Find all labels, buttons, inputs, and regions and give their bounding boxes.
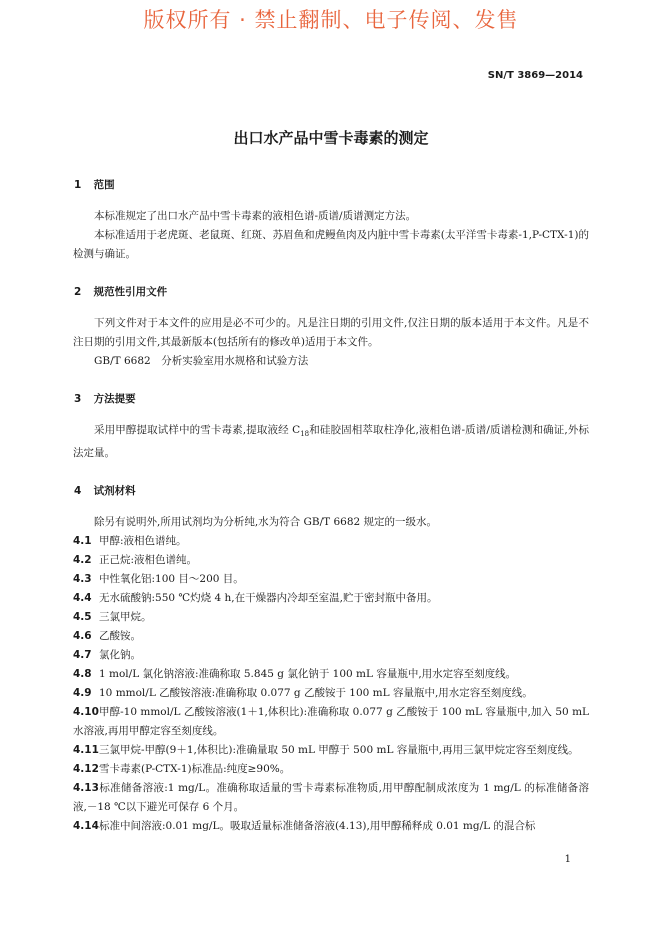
item-number: 4.4 <box>73 592 92 605</box>
section-4-heading <box>73 482 589 501</box>
item-text: 乙酸铵。 <box>99 630 141 643</box>
text-part-b: 和硅胶固相萃取柱净化,液相色谱-质谱/质谱检测和确证,外标法定量。 <box>73 424 589 460</box>
section-title: 方法提要 <box>93 393 136 405</box>
item-text: 三氯甲烷-甲醇(9＋1,体积比):准确量取 50 mL 甲醇于 500 mL 容量瓶中,再用三氯甲烷定容至刻度线。 <box>99 744 579 757</box>
item-text: 标准中间溶液:0.01 mg/L。吸取适量标准储备溶液(4.13),用甲醇稀释成 0.01 mg/L 的混合标 <box>99 820 536 833</box>
item-number: 4.7 <box>73 649 92 662</box>
section-1-heading <box>73 176 589 195</box>
section-number: 2 <box>74 286 82 298</box>
text-part-a: 采用甲醇提取试样中的雪卡毒素,提取液经 C <box>94 424 301 436</box>
item-text: 中性氧化铝:100 目～200 目。 <box>99 573 244 586</box>
item-number: 4.10 <box>73 706 99 719</box>
section-number: 4 <box>74 485 82 498</box>
list-item <box>73 760 589 779</box>
document-body <box>73 176 589 836</box>
list-item <box>73 551 589 570</box>
item-number: 4.13 <box>73 782 99 795</box>
item-number: 4.12 <box>73 763 99 776</box>
item-text: 10 mmol/L 乙酸铵溶液:准确称取 0.077 g 乙酸铵于 100 mL 容量瓶中,用水定容至刻度线。 <box>99 687 533 700</box>
section-number: 1 <box>74 179 82 191</box>
item-text: 甲醇-10 mmol/L 乙酸铵溶液(1＋1,体积比):准确称取 0.077 g 乙酸铵于 100 mL 容量瓶中,加入 50 mL 水溶液,再用甲醇定容至刻度线。 <box>73 706 589 738</box>
item-text: 氯化钠。 <box>99 649 141 662</box>
list-item <box>73 570 589 589</box>
list-item <box>73 665 589 684</box>
item-text: 正己烷:液相色谱纯。 <box>99 554 198 567</box>
item-text: 标准储备溶液:1 mg/L。准确称取适量的雪卡毒素标准物质,用甲醇配制成浓度为 1 mg/L 的标准储备溶液,－18 ℃以下避光可保存 6 个月。 <box>73 782 589 814</box>
section-2-paragraph-1: 下列文件对于本文件的应用是必不可少的。凡是注日期的引用文件,仅注日期的版本适用于本文件。凡是不注日期的引用文件,其最新版本(包括所有的修改单)适用于本文件。 <box>73 317 589 348</box>
section-title: 规范性引用文件 <box>93 286 168 298</box>
section-4-intro: 除另有说明外,所用试剂均为分析纯,水为符合 GB/T 6682 规定的一级水。 <box>94 516 438 529</box>
list-item <box>73 779 589 817</box>
reagent-list <box>73 532 589 836</box>
section-1-paragraph-2: 本标准适用于老虎斑、老鼠斑、红斑、苏眉鱼和虎鳗鱼肉及内脏中雪卡毒素(太平洋雪卡毒素-1,P-CTX-1)的检测与确证。 <box>73 229 589 260</box>
list-item <box>73 646 589 665</box>
item-number: 4.3 <box>73 573 92 586</box>
item-text: 三氯甲烷。 <box>99 611 152 624</box>
item-text: 1 mol/L 氯化钠溶液:准确称取 5.845 g 氯化钠于 100 mL 容量瓶中,用水定容至刻度线。 <box>99 668 517 681</box>
section-3-heading <box>73 390 589 409</box>
item-number: 4.6 <box>73 630 92 643</box>
section-3-paragraph-1 <box>73 421 589 463</box>
item-text: 甲醇:液相色谱纯。 <box>99 535 187 548</box>
item-number: 4.8 <box>73 668 92 681</box>
item-text: 无水硫酸钠:550 ℃灼烧 4 h,在干燥器内冷却至室温,贮于密封瓶中备用。 <box>99 592 438 605</box>
section-1-paragraph-1: 本标准规定了出口水产品中雪卡毒素的液相色谱-质谱/质谱测定方法。 <box>94 210 417 222</box>
list-item <box>73 741 589 760</box>
item-number: 4.1 <box>73 535 92 548</box>
page-number: 1 <box>564 854 571 865</box>
section-number: 3 <box>74 393 82 405</box>
item-number: 4.14 <box>73 820 99 833</box>
section-2-heading <box>73 283 589 302</box>
list-item <box>73 817 589 836</box>
list-item <box>73 684 589 703</box>
list-item <box>73 608 589 627</box>
copyright-watermark: 版权所有 · 禁止翻制、电子传阅、发售 <box>143 8 519 32</box>
standard-code: SN/T 3869—2014 <box>487 70 583 81</box>
item-number: 4.9 <box>73 687 92 700</box>
item-number: 4.2 <box>73 554 92 567</box>
subscript: 18 <box>300 430 310 439</box>
item-number: 4.11 <box>73 744 99 757</box>
item-text: 雪卡毒素(P-CTX-1)标准品:纯度≥90%。 <box>99 763 291 776</box>
document-title: 出口水产品中雪卡毒素的测定 <box>233 129 429 147</box>
list-item <box>73 589 589 608</box>
list-item <box>73 703 589 741</box>
item-number: 4.5 <box>73 611 92 624</box>
list-item <box>73 627 589 646</box>
section-title: 试剂材料 <box>93 485 136 498</box>
section-2-reference: GB/T 6682 分析实验室用水规格和试验方法 <box>94 355 309 367</box>
list-item <box>73 532 589 551</box>
section-title: 范围 <box>93 179 115 191</box>
